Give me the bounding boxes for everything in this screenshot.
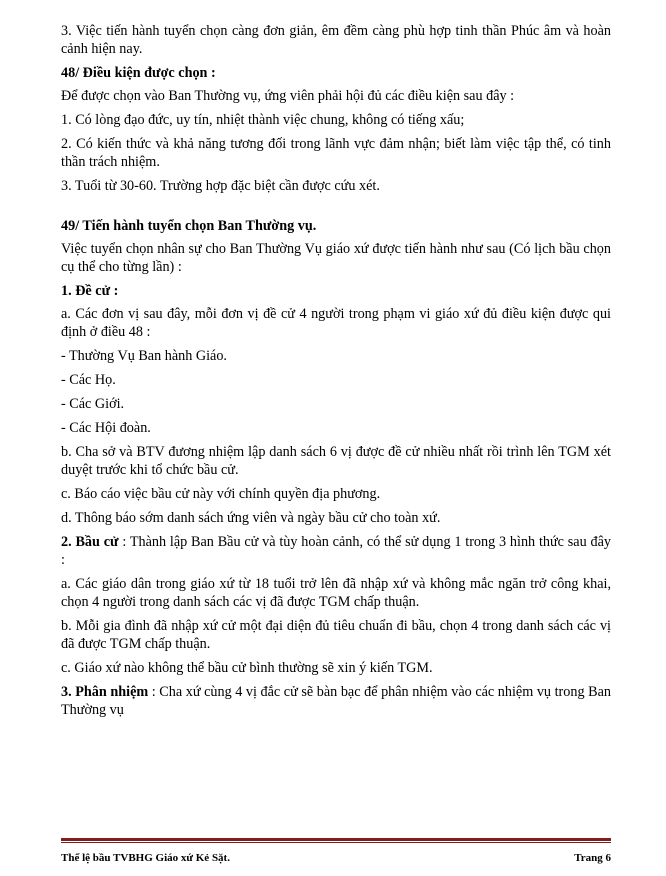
paragraph-48-item-2: 2. Có kiến thức và khả năng tương đối trong lãnh vực đảm nhận; biết làm việc tập thể, có tinh thần trách nhiệm. [61, 136, 611, 170]
paragraph-48-intro: Để được chọn vào Ban Thường vụ, ứng viên phải hội đủ các điều kiện sau đây : [61, 88, 515, 104]
footer-document-title: Thể lệ bầu TVBHG Giáo xứ Kẻ Sặt. [61, 852, 230, 864]
footer-rule-thick [61, 838, 611, 841]
paragraph-48-item-1: 1. Có lòng đạo đức, uy tín, nhiệt thành việc chung, không có tiếng xấu; [61, 112, 465, 128]
heading-nomination: 1. Đề cử : [61, 283, 119, 299]
page-footer [61, 838, 611, 865]
heading-article-49: 49/ Tiến hành tuyển chọn Ban Thường vụ. [61, 218, 317, 234]
assignment-label: 3. Phân nhiệm [61, 684, 149, 700]
footer-rule-thin [61, 842, 611, 843]
section-gap [61, 201, 611, 217]
footer-page-number: Trang 6 [574, 852, 611, 864]
heading-article-48: 48/ Điều kiện được chọn : [61, 65, 216, 81]
election-text: : Thành lập Ban Bầu cử và tùy hoàn cảnh, có thể sử dụng 1 trong 3 hình thức sau đây : [61, 534, 611, 568]
assignment-text: : Cha xứ cùng 4 vị đắc cử sẽ bàn bạc để phân nhiệm vào các nhiệm vụ trong Ban Thường vụ [61, 684, 611, 718]
paragraph-intro-3: 3. Việc tiến hành tuyển chọn càng đơn giản, êm đềm càng phù hợp tinh thần Phúc âm và hoàn cảnh hiện nay. [61, 23, 611, 57]
paragraph-assignment [61, 683, 611, 719]
paragraph-election-b: b. Mỗi gia đình đã nhập xứ cử một đại diện đủ tiêu chuẩn đi bầu, chọn 4 trong danh sách các vị đã được TGM chấp thuận. [61, 618, 611, 652]
list-item-nomination-1: - Thường Vụ Ban hành Giáo. [61, 348, 227, 364]
paragraph-nomination-b: b. Cha sở và BTV đương nhiệm lập danh sách 6 vị được đề cử nhiều nhất rồi trình lên TGM xét duyệt trước khi tổ chức bầu cử. [61, 444, 611, 478]
paragraph-nomination-c: c. Báo cáo việc bầu cử này với chính quyền địa phương. [61, 486, 381, 502]
election-label: 2. Bầu cử [61, 534, 119, 550]
list-item-nomination-2: - Các Họ. [61, 372, 116, 388]
paragraph-nomination-d: d. Thông báo sớm danh sách ứng viên và ngày bầu cử cho toàn xứ. [61, 510, 441, 526]
paragraph-election [61, 533, 611, 569]
paragraph-election-c: c. Giáo xứ nào không thể bầu cử bình thường sẽ xin ý kiến TGM. [61, 660, 433, 676]
paragraph-48-item-3: 3. Tuổi từ 30-60. Trường hợp đặc biệt cần được cứu xét. [61, 178, 380, 194]
paragraph-nomination-a: a. Các đơn vị sau đây, mỗi đơn vị đề cử 4 người trong phạm vi giáo xứ đủ điều kiện được qui định ở điều 48 : [61, 306, 611, 340]
footer-row [61, 851, 611, 865]
list-item-nomination-4: - Các Hội đoàn. [61, 420, 151, 436]
list-item-nomination-3: - Các Giới. [61, 396, 125, 412]
paragraph-election-a: a. Các giáo dân trong giáo xứ từ 18 tuổi trở lên đã nhập xứ và không mắc ngăn trở công khai, chọn 4 người trong danh sách các vị đã được TGM chấp thuận. [61, 576, 611, 610]
paragraph-49-intro: Việc tuyển chọn nhân sự cho Ban Thường Vụ giáo xứ được tiến hành như sau (Có lịch bầu chọn cụ thể cho từng lần) : [61, 241, 611, 275]
document-body [61, 22, 611, 725]
